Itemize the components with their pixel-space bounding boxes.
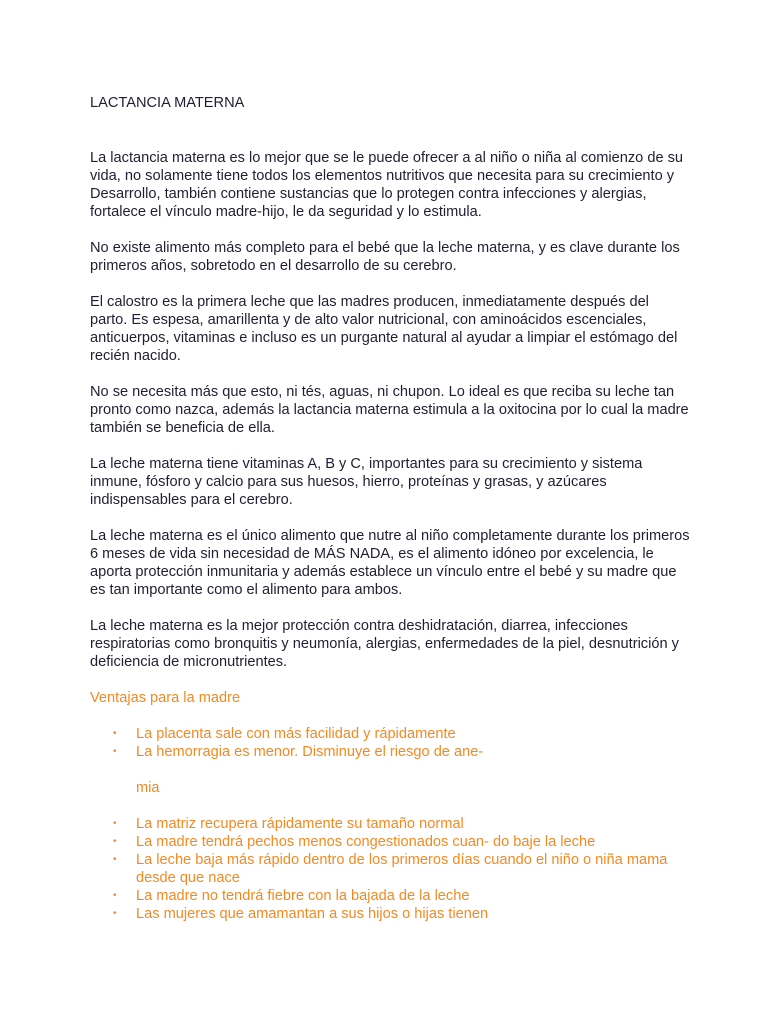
bullet-icon: • xyxy=(113,908,117,919)
paragraph-7: La leche materna es la mejor protección contra deshidratación, diarrea, infecciones respiratorias como bronquitis y neumonía, alergias, enfermedades de la piel, desnutrición y deficiencia de micronutrientes. xyxy=(90,618,679,670)
list-item-text: La matriz recupera rápidamente su tamaño normal xyxy=(136,816,464,832)
bullet-icon: • xyxy=(113,890,117,901)
bullet-icon: • xyxy=(113,854,117,865)
bullet-icon: • xyxy=(113,836,117,847)
list-item-text: La madre no tendrá fiebre con la bajada de la leche xyxy=(136,888,470,904)
document-title: LACTANCIA MATERNA xyxy=(90,95,245,111)
paragraph-3: El calostro es la primera leche que las madres producen, inmediatamente después del parto. Es espesa, amarillenta y de alto valor nutricional, con aminoácidos escenciales, anticuerpos, vitaminas e incluso es un purgante natural al ayudar a limpiar el estómago del recién nacido. xyxy=(90,294,678,364)
list-item xyxy=(90,905,690,923)
paragraph-2: No existe alimento más completo para el bebé que la leche materna, y es clave durante los primeros años, sobretodo en el desarrollo de su cerebro. xyxy=(90,240,680,274)
list-item-text: La madre tendrá pechos menos congestionados cuan- do baje la leche xyxy=(136,834,596,850)
paragraph-6: La leche materna es el único alimento que nutre al niño completamente durante los primeros 6 meses de vida sin necesidad de MÁS NADA, es el alimento idóneo por excelencia, le aporta protección inmunitaria y además establece un vínculo entre el bebé y su madre que es tan importante como el alimento para ambos. xyxy=(90,528,690,598)
section-heading-ventajas: Ventajas para la madre xyxy=(90,690,241,706)
advantages-list-a xyxy=(90,725,690,761)
paragraph-1: La lactancia materna es lo mejor que se le puede ofrecer a al niño o niña al comienzo de su vida, no solamente tiene todos los elementos nutritivos que necesita para su crecimiento y Desarrollo, también contiene sustancias que lo protegen contra infecciones y alergias, fortalece el vínculo madre-hijo, le da seguridad y lo estimula. xyxy=(90,150,684,220)
bullet-icon: • xyxy=(113,746,117,757)
list-item xyxy=(90,743,690,761)
advantages-list-b xyxy=(90,815,690,923)
paragraph-4: No se necesita más que esto, ni tés, aguas, ni chupon. Lo ideal es que reciba su leche tan pronto como nazca, además la lactancia materna estimula a la oxitocina por lo cual la madre también se beneficia de ella. xyxy=(90,384,689,436)
list-item xyxy=(90,725,690,743)
list-item-text: La leche baja más rápido dentro de los primeros días cuando el niño o niña mama desde que nace xyxy=(136,852,668,886)
list-item-text: Las mujeres que amamantan a sus hijos o hijas tienen xyxy=(136,906,489,922)
list-continuation-text: mia xyxy=(136,780,160,796)
list-item-text: La placenta sale con más facilidad y rápidamente xyxy=(136,726,456,742)
list-item xyxy=(90,833,690,851)
bullet-icon: • xyxy=(113,728,117,739)
list-item-text: La hemorragia es menor. Disminuye el riesgo de ane- xyxy=(136,744,484,760)
bullet-icon: • xyxy=(113,818,117,829)
list-item xyxy=(90,887,690,905)
list-item xyxy=(90,851,690,887)
document-page xyxy=(90,94,690,923)
paragraph-5: La leche materna tiene vitaminas A, B y C, importantes para su crecimiento y sistema inmune, fósforo y calcio para sus huesos, hierro, proteínas y grasas, y azúcares indispensables para el cerebro. xyxy=(90,456,643,508)
list-item xyxy=(90,815,690,833)
